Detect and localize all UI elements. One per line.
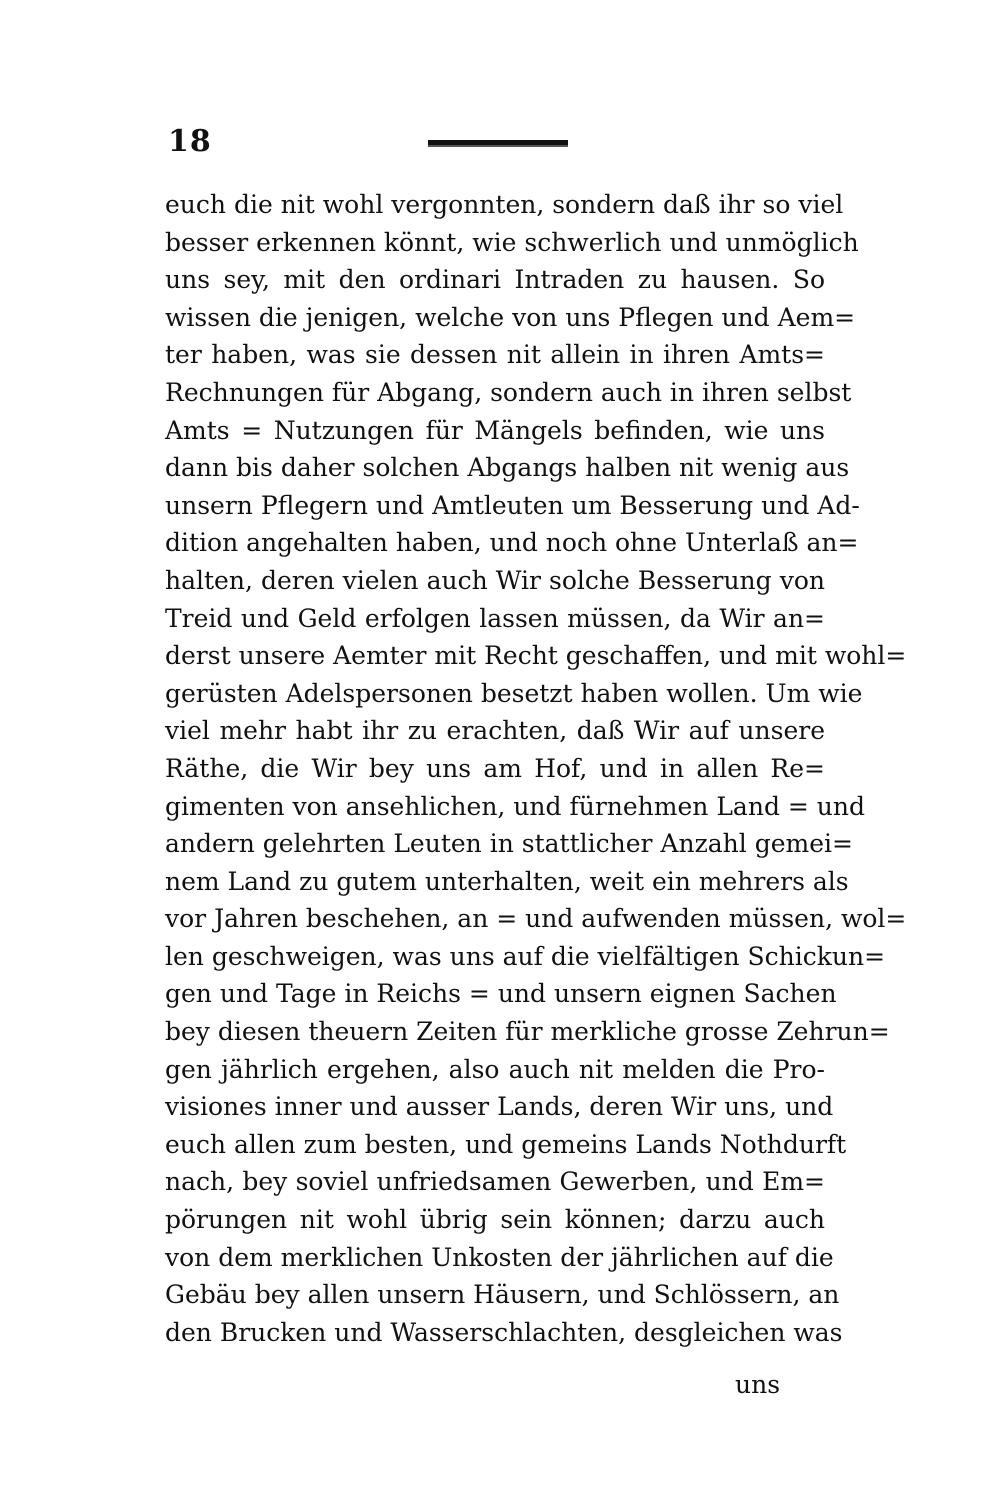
text-line: bey diesen theuern Zeiten für merkliche grosse Zehrun= bbox=[165, 1017, 890, 1047]
text-line: gen und Tage in Reichs = und unsern eignen Sachen bbox=[165, 979, 837, 1009]
text-line: Gebäu bey allen unsern Häusern, und Schlössern, an bbox=[165, 1280, 840, 1310]
text-line: wissen die jenigen, welche von uns Pflegen und Aem= bbox=[165, 302, 856, 332]
text-line: len geschweigen, was uns auf die vielfältigen Schickun= bbox=[165, 941, 886, 971]
text-line: dition angehalten haben, und noch ohne Unterlaß an= bbox=[165, 528, 859, 558]
text-line: visiones inner und ausser Lands, deren Wir uns, und bbox=[165, 1092, 834, 1122]
text-line: Räthe, die Wir bey uns am Hof, und in allen Re= bbox=[165, 753, 825, 783]
text-line: gen jährlich ergehen, also auch nit melden die Pro- bbox=[165, 1054, 825, 1084]
header-rule bbox=[428, 140, 568, 147]
text-line: euch allen zum besten, und gemeins Lands Nothdurft bbox=[165, 1129, 847, 1159]
text-line: halten, deren vielen auch Wir solche Besserung von bbox=[165, 565, 825, 595]
body-text bbox=[165, 186, 907, 1351]
text-line: nem Land zu gutem unterhalten, weit ein mehrers als bbox=[165, 866, 849, 896]
text-line: besser erkennen könnt, wie schwerlich und unmöglich bbox=[165, 227, 859, 257]
text-line: vor Jahren beschehen, an = und aufwenden müssen, wol= bbox=[165, 904, 907, 934]
text-line: derst unsere Aemter mit Recht geschaffen, und mit wohl= bbox=[165, 641, 907, 671]
text-line: unsern Pflegern und Amtleuten um Besserung und Ad- bbox=[165, 490, 860, 520]
text-line: den Brucken und Wasserschlachten, desgleichen was bbox=[165, 1317, 843, 1347]
text-line: euch die nit wohl vergonnten, sondern daß ihr so viel bbox=[165, 190, 844, 219]
text-line: uns sey, mit den ordinari Intraden zu hausen. So bbox=[165, 265, 825, 295]
text-line: ter haben, was sie dessen nit allein in ihren Amts= bbox=[165, 340, 825, 370]
text-line: Treid und Geld erfolgen lassen müssen, da Wir an= bbox=[165, 603, 825, 633]
catchword: uns bbox=[735, 1370, 781, 1399]
text-line: Rechnungen für Abgang, sondern auch in ihren selbst bbox=[165, 377, 852, 407]
text-line: pörungen nit wohl übrig sein können; darzu auch bbox=[165, 1205, 825, 1235]
text-line: von dem merklichen Unkosten der jährlichen auf die bbox=[165, 1242, 834, 1272]
text-line: gerüsten Adelspersonen besetzt haben wollen. Um wie bbox=[165, 678, 863, 708]
page-number: 18 bbox=[168, 124, 212, 159]
text-line: viel mehr habt ihr zu erachten, daß Wir auf unsere bbox=[165, 716, 825, 746]
text-line: andern gelehrten Leuten in stattlicher Anzahl gemei= bbox=[165, 829, 853, 859]
text-line: nach, bey soviel unfriedsamen Gewerben, und Em= bbox=[165, 1167, 825, 1197]
text-line: gimenten von ansehlichen, und fürnehmen Land = und bbox=[165, 791, 865, 821]
text-line: dann bis daher solchen Abgangs halben nit wenig aus bbox=[165, 453, 850, 483]
text-line: Amts = Nutzungen für Mängels befinden, wie uns bbox=[165, 415, 825, 445]
